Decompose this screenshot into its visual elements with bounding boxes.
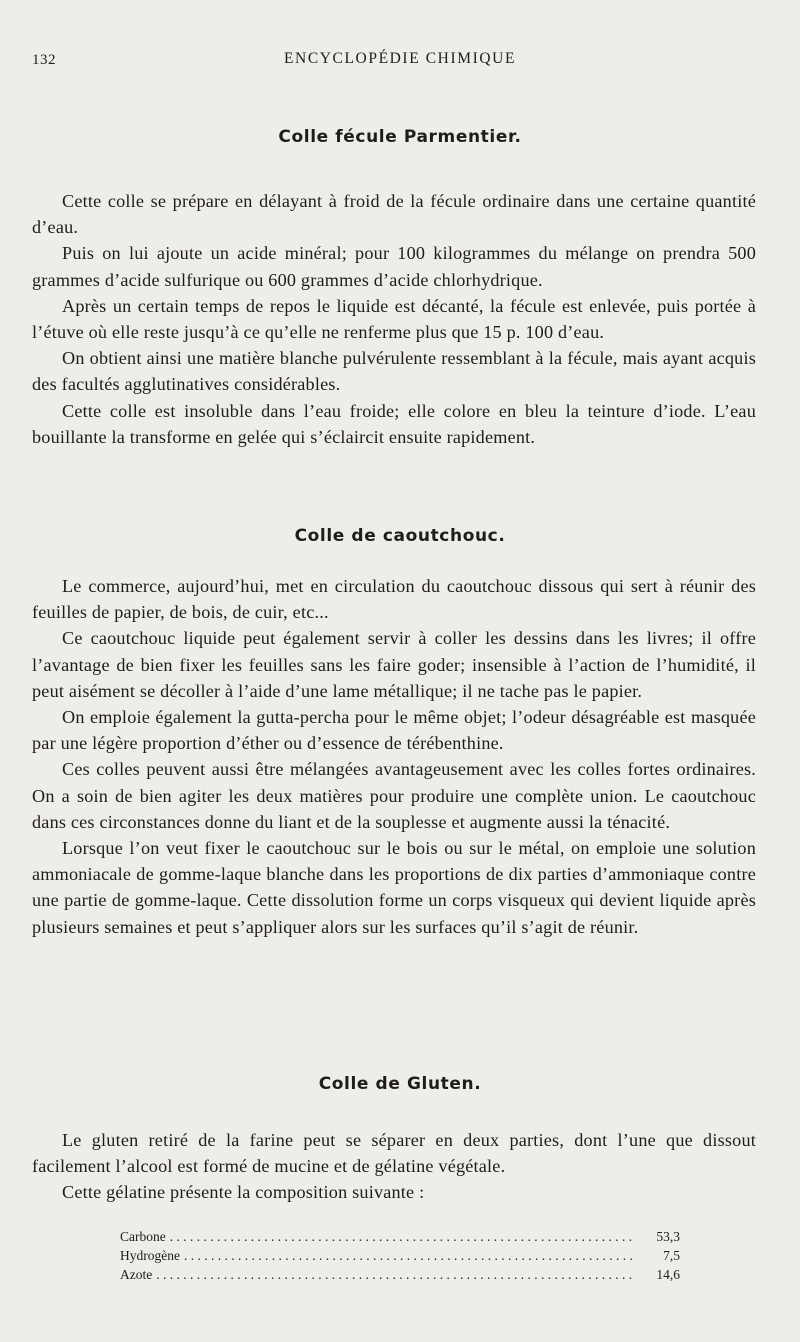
composition-row-carbone xyxy=(120,1227,680,1246)
section-body-colle-caoutchouc xyxy=(32,573,756,940)
dot-leader xyxy=(156,1265,634,1284)
section-title-colle-fecule: Colle fécule Parmentier. xyxy=(278,127,522,147)
paragraph: Après un certain temps de repos le liquide est décanté, la fécule est enlevée, puis portée à l’étuve où elle reste jusqu’à ce qu’elle ne renferme plus que 15 p. 100 d’eau. xyxy=(32,295,756,343)
paragraph: Ces colles peuvent aussi être mélangées avantageusement avec les colles fortes ordinaires. On a soin de bien agiter les deux matières pour produire une complète union. Le caoutchouc dans ces circonstances donne du liant et de la souplesse et augmente aussi la ténacité. xyxy=(32,759,756,832)
composition-row-azote xyxy=(120,1265,680,1284)
section-title-colle-gluten: Colle de Gluten. xyxy=(318,1074,482,1094)
paragraph: Le gluten retiré de la farine peut se séparer en deux parties, dont l’une que dissout facilement l’alcool est formé de mucine et de gélatine végétale. xyxy=(32,1130,756,1177)
composition-table xyxy=(120,1227,680,1284)
paragraph: Le commerce, aujourd’hui, met en circulation du caoutchouc dissous qui sert à réunir des feuilles de papier, de bois, de cuir, etc... xyxy=(32,576,756,623)
composition-row-hydrogene xyxy=(120,1246,680,1265)
paragraph: Cette gélatine présente la composition suivante : xyxy=(62,1182,425,1203)
section-body-colle-gluten xyxy=(32,1127,756,1206)
page-number: 132 xyxy=(32,52,56,68)
composition-element: Azote xyxy=(120,1267,153,1282)
paragraph: Lorsque l’on veut fixer le caoutchouc sur le bois ou sur le métal, on emploie une solution ammoniacale de gomme-laque blanche dans les proportions de dix parties d’ammoniaque contre une partie de gomme-laque. Cette dissolution forme un corps visqueux qui devient liquide après plusieurs semaines et peut s’appliquer alors sur les surfaces qu’il s’agit de réunir. xyxy=(32,838,756,937)
composition-element: Carbone xyxy=(120,1229,166,1244)
paragraph: On emploie également la gutta-percha pour le même objet; l’odeur désagréable est masquée par une légère proportion d’éther ou d’essence de térébenthine. xyxy=(32,707,756,754)
running-title: ENCYCLOPÉDIE CHIMIQUE xyxy=(283,50,517,67)
paragraph: Cette colle se prépare en délayant à froid de la fécule ordinaire dans une certaine quantité d’eau. xyxy=(32,191,756,238)
section-title-colle-caoutchouc: Colle de caoutchouc. xyxy=(294,526,506,546)
dot-leader xyxy=(170,1227,634,1246)
composition-element: Hydrogène xyxy=(120,1248,180,1263)
paragraph: Puis on lui ajoute un acide minéral; pour 100 kilogrammes du mélange on prendra 500 grammes d’acide sulfurique ou 600 grammes d’acide chlorhydrique. xyxy=(32,243,756,290)
composition-value: 53,3 xyxy=(656,1229,680,1244)
composition-value: 14,6 xyxy=(656,1267,680,1282)
paragraph: Ce caoutchouc liquide peut également servir à coller les dessins dans les livres; il offre l’avantage de bien fixer les feuilles sans les faire goder; insensible à l’action de l’humidité, il peut aisément se décoller à l’aide d’une lame métallique; il ne tache pas le papier. xyxy=(32,628,756,701)
dot-leader xyxy=(184,1246,634,1265)
paragraph: Cette colle est insoluble dans l’eau froide; elle colore en bleu la teinture d’iode. L’eau bouillante la transforme en gelée qui s’éclaircit ensuite rapidement. xyxy=(32,400,756,447)
paragraph: On obtient ainsi une matière blanche pulvérulente ressemblant à la fécule, mais ayant acquis des facultés agglutinatives considérables. xyxy=(32,348,756,395)
section-body-colle-fecule xyxy=(32,188,756,450)
composition-value: 7,5 xyxy=(663,1248,680,1263)
